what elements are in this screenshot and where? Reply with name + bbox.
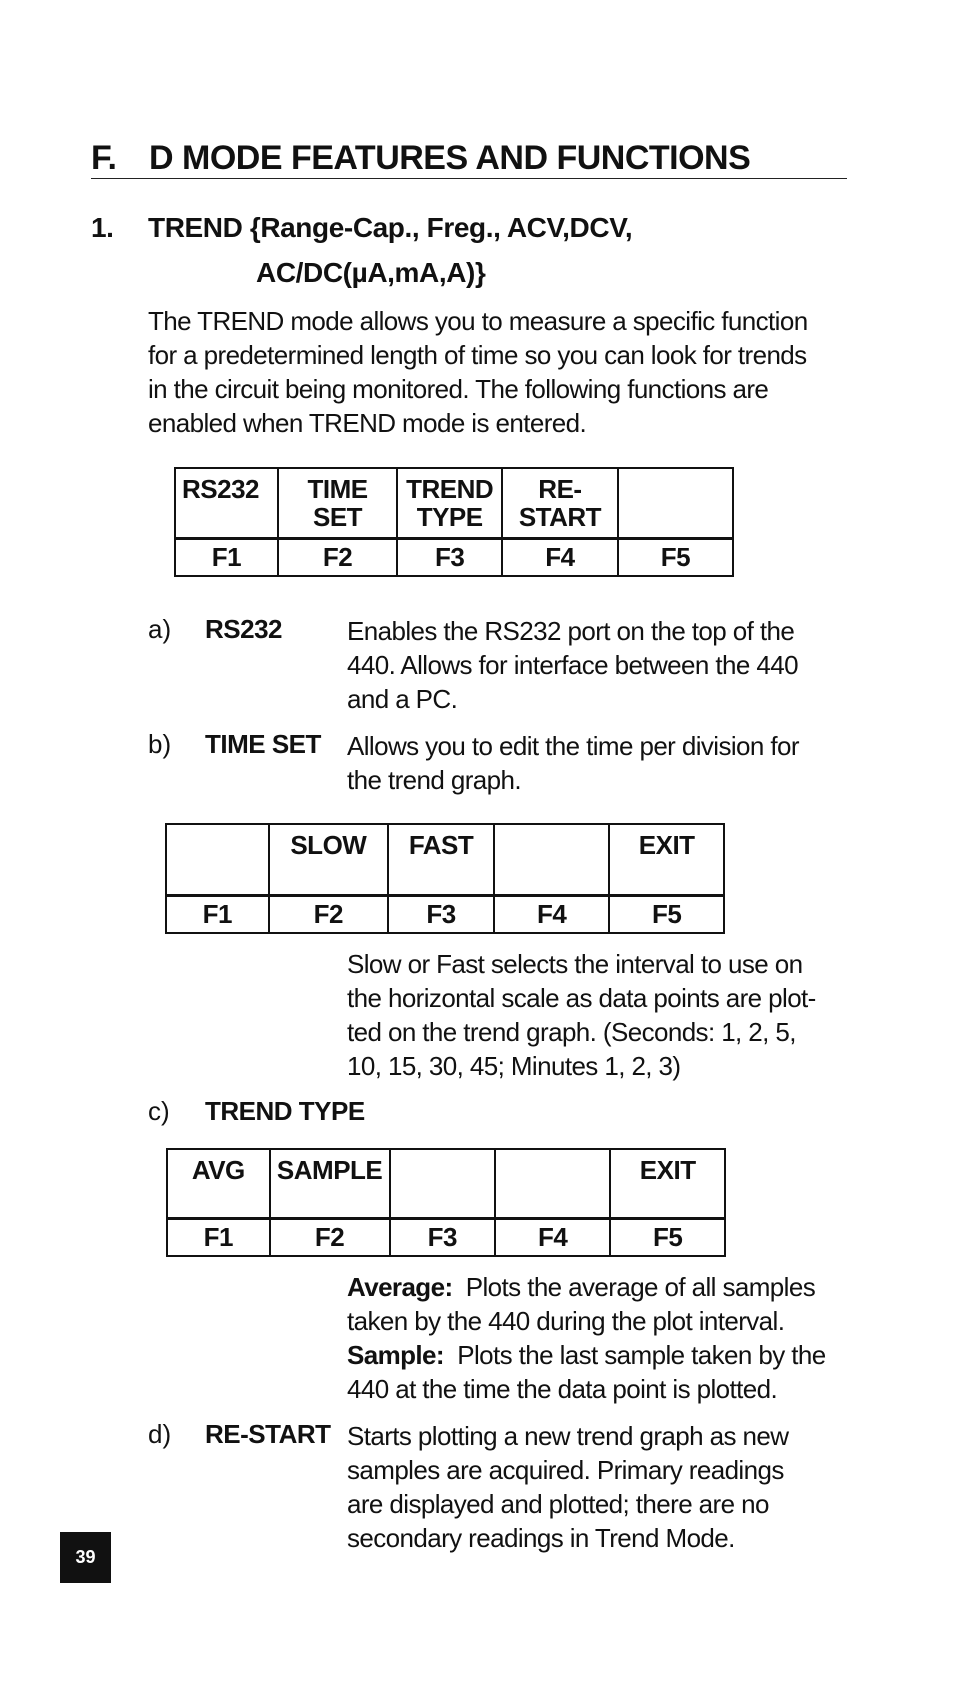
key-f3: F3 bbox=[397, 538, 502, 576]
intro-line: for a predetermined length of time so you can look for trends bbox=[148, 340, 807, 370]
key-f4: F4 bbox=[502, 538, 618, 576]
item-d-description bbox=[347, 1419, 788, 1555]
label-text: START bbox=[518, 502, 602, 532]
label-cell-exit: EXIT bbox=[609, 824, 724, 895]
item-b-term: TIME SET bbox=[205, 729, 321, 759]
time-label-row bbox=[166, 824, 724, 895]
subsection-number: 1. bbox=[91, 212, 114, 243]
item-d-term: RE-START bbox=[205, 1419, 331, 1449]
type-label-row bbox=[167, 1149, 725, 1218]
label-cell-rs232 bbox=[175, 468, 278, 538]
function-key-row bbox=[175, 538, 733, 576]
key-f2: F2 bbox=[269, 895, 389, 933]
label-cell-fast: FAST bbox=[388, 824, 494, 895]
type-key-row bbox=[167, 1218, 725, 1256]
label-text: TYPE bbox=[416, 502, 483, 532]
item-a-term: RS232 bbox=[205, 614, 282, 644]
time-key-row bbox=[166, 895, 724, 933]
item-d-letter: d) bbox=[148, 1419, 172, 1449]
section-letter: F. bbox=[91, 139, 117, 177]
description-line: and a PC. bbox=[347, 684, 458, 714]
intro-line: enabled when TREND mode is entered. bbox=[148, 408, 587, 438]
trend-type-key-table bbox=[166, 1148, 726, 1257]
item-c-letter: c) bbox=[148, 1096, 170, 1126]
description-line: are displayed and plotted; there are no bbox=[347, 1489, 769, 1519]
key-f5: F5 bbox=[618, 538, 733, 576]
section-title bbox=[91, 138, 847, 179]
label-cell-restart bbox=[502, 468, 618, 538]
label-cell-avg: AVG bbox=[167, 1149, 270, 1218]
description-line: 10, 15, 30, 45; Minutes 1, 2, 3) bbox=[347, 1051, 681, 1081]
description-line: taken by the 440 during the plot interval. bbox=[347, 1306, 785, 1336]
description-line: ted on the trend graph. (Seconds: 1, 2, 5, bbox=[347, 1017, 796, 1047]
key-f4: F4 bbox=[494, 895, 609, 933]
label-cell-exit: EXIT bbox=[610, 1149, 725, 1218]
trend-function-key-table bbox=[174, 467, 734, 577]
label-text: SET bbox=[312, 502, 363, 532]
intro-line: The TREND mode allows you to measure a specific function bbox=[148, 306, 808, 336]
label-cell-sample: SAMPLE bbox=[270, 1149, 390, 1218]
item-a-description bbox=[347, 614, 798, 716]
average-text: Plots the average of all samples bbox=[465, 1272, 816, 1302]
label-cell-empty bbox=[495, 1149, 610, 1218]
label-cell-empty bbox=[390, 1149, 495, 1218]
description-line: samples are acquired. Primary readings bbox=[347, 1455, 784, 1485]
section-title-text: D MODE FEATURES AND FUNCTIONS bbox=[149, 139, 751, 177]
description-line: Starts plotting a new trend graph as new bbox=[347, 1421, 789, 1451]
label-text: RS232 bbox=[182, 474, 259, 504]
intro-paragraph bbox=[148, 304, 808, 440]
label-cell-empty bbox=[166, 824, 269, 895]
description-line: 440 at the time the data point is plotted. bbox=[347, 1374, 778, 1404]
page-number: 39 bbox=[60, 1532, 111, 1583]
average-term: Average: bbox=[347, 1272, 453, 1302]
label-cell-time-set bbox=[278, 468, 397, 538]
description-line bbox=[347, 1270, 826, 1304]
description-line: the horizontal scale as data points are plot- bbox=[347, 983, 816, 1013]
description-line bbox=[347, 1338, 826, 1372]
key-f3: F3 bbox=[390, 1218, 495, 1256]
description-line: Enables the RS232 port on the top of the bbox=[347, 616, 795, 646]
key-f4: F4 bbox=[495, 1218, 610, 1256]
description-line: secondary readings in Trend Mode. bbox=[347, 1523, 735, 1553]
trend-type-description bbox=[347, 1270, 826, 1406]
key-f2: F2 bbox=[278, 538, 397, 576]
key-f1: F1 bbox=[167, 1218, 270, 1256]
key-f1: F1 bbox=[175, 538, 278, 576]
item-b-letter: b) bbox=[148, 729, 172, 759]
subsection-title-line2: AC/DC(µA,mA,A)} bbox=[256, 257, 486, 288]
intro-line: in the circuit being monitored. The following functions are bbox=[148, 374, 769, 404]
subsection-title-line1: TREND {Range-Cap., Freg., ACV,DCV, bbox=[148, 212, 633, 243]
item-c-term: TREND TYPE bbox=[205, 1096, 365, 1126]
item-a-letter: a) bbox=[148, 614, 172, 644]
description-line: Allows you to edit the time per division for bbox=[347, 731, 799, 761]
item-b-description bbox=[347, 729, 799, 797]
key-f5: F5 bbox=[610, 1218, 725, 1256]
label-text: RE- bbox=[538, 474, 582, 504]
time-set-description bbox=[347, 947, 816, 1083]
description-line: 440. Allows for interface between the 440 bbox=[347, 650, 798, 680]
label-text: TIME bbox=[307, 474, 368, 504]
function-label-row bbox=[175, 468, 733, 538]
time-set-key-table bbox=[165, 823, 725, 934]
key-f2: F2 bbox=[270, 1218, 390, 1256]
key-f1: F1 bbox=[166, 895, 269, 933]
description-line: Slow or Fast selects the interval to use on bbox=[347, 949, 803, 979]
description-line: the trend graph. bbox=[347, 765, 521, 795]
key-f5: F5 bbox=[609, 895, 724, 933]
sample-term: Sample: bbox=[347, 1340, 444, 1370]
label-cell-slow: SLOW bbox=[269, 824, 389, 895]
label-cell-empty bbox=[494, 824, 609, 895]
label-cell-trend-type bbox=[397, 468, 502, 538]
key-f3: F3 bbox=[388, 895, 494, 933]
label-cell-empty bbox=[618, 468, 733, 538]
label-text: TREND bbox=[406, 474, 494, 504]
sample-text: Plots the last sample taken by the bbox=[457, 1340, 826, 1370]
